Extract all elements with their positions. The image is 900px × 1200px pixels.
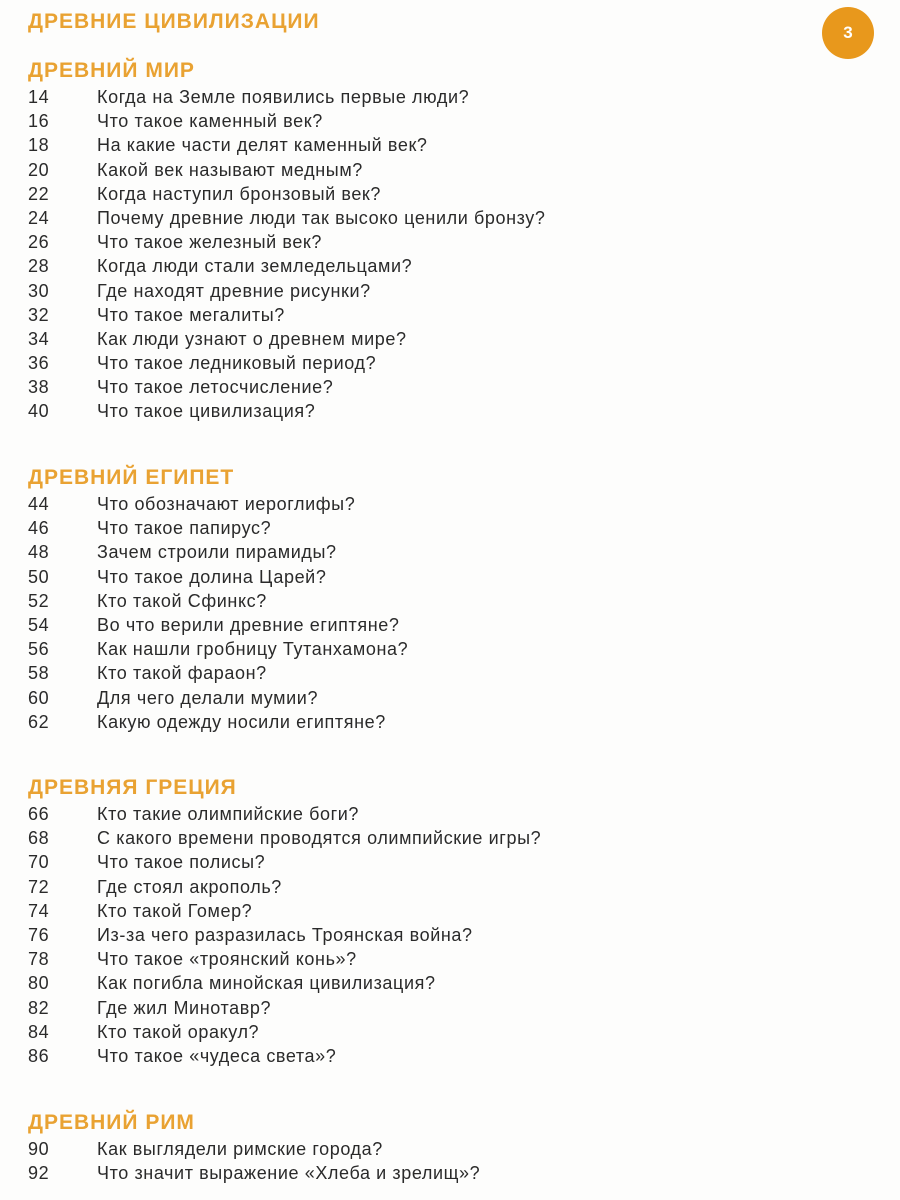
toc-page-number: 44	[28, 494, 50, 514]
toc-entry-title: Кто такой Сфинкс?	[97, 590, 267, 611]
toc-page-number: 46	[28, 518, 50, 539]
toc-page-number: 68	[28, 828, 50, 849]
toc-entry	[28, 182, 546, 206]
toc-entry-title: Что такое долина Царей?	[97, 566, 327, 587]
toc-entry-title: Что такое ледниковый период?	[97, 353, 377, 374]
toc-entry-title: Как выглядели римские города?	[97, 1139, 383, 1159]
toc-page-number: 84	[28, 1021, 50, 1042]
toc-page-number: 72	[28, 876, 50, 897]
toc-page-number: 74	[28, 900, 50, 921]
toc-page-number: 20	[28, 159, 50, 180]
toc-page-number: 58	[28, 663, 50, 684]
toc-page-number: 24	[28, 207, 50, 228]
toc-page-number: 28	[28, 256, 50, 277]
toc-entry	[28, 661, 408, 685]
toc-section	[28, 464, 408, 734]
toc-entry	[28, 399, 546, 423]
toc-entry	[28, 947, 541, 971]
toc-entry	[28, 899, 541, 923]
toc-entry	[28, 826, 541, 850]
toc-page-number: 92	[28, 1163, 50, 1184]
toc-page-number: 14	[28, 87, 50, 107]
toc-entry-title: Что обозначают иероглифы?	[97, 494, 356, 514]
toc-entry-title: Что такое полисы?	[97, 852, 266, 873]
toc-section	[28, 1109, 480, 1185]
toc-entry-title: Когда на Земле появились первые люди?	[97, 87, 470, 107]
toc-entry	[28, 303, 546, 327]
toc-page-number: 38	[28, 377, 50, 398]
toc-page-number: 82	[28, 997, 50, 1018]
toc-entry	[28, 850, 541, 874]
toc-entry	[28, 327, 546, 351]
toc-page-number: 26	[28, 232, 50, 253]
toc-section	[28, 774, 541, 1068]
toc-entry	[28, 1020, 541, 1044]
section-heading: ДРЕВНИЙ РИМ	[28, 1111, 195, 1134]
toc-page-number: 40	[28, 401, 50, 422]
toc-entry	[28, 540, 408, 564]
toc-page-number: 62	[28, 711, 50, 732]
toc-page-number: 80	[28, 973, 50, 994]
toc-entry-title: Что такое «троянский конь»?	[97, 949, 357, 970]
toc-entry-title: Что такое папирус?	[97, 518, 272, 539]
toc-page-number: 76	[28, 924, 50, 945]
toc-page-number: 32	[28, 304, 50, 325]
toc-entry-title: Где жил Минотавр?	[97, 997, 272, 1018]
section-heading: ДРЕВНИЙ МИР	[28, 59, 195, 82]
toc-entry	[28, 279, 546, 303]
toc-entry	[28, 375, 546, 399]
toc-entry-title: На какие части делят каменный век?	[97, 135, 428, 156]
section-heading: ДРЕВНИЙ ЕГИПЕТ	[28, 466, 235, 489]
toc-entry	[28, 875, 541, 899]
toc-entry-title: Что значит выражение «Хлеба и зрелищ»?	[97, 1163, 481, 1184]
toc-entry	[28, 158, 546, 182]
toc-entry-title: Зачем строили пирамиды?	[97, 542, 337, 563]
toc-entry-title: Как нашли гробницу Тутанхамона?	[97, 639, 409, 660]
toc-page-number: 18	[28, 135, 50, 156]
toc-entry	[28, 206, 546, 230]
toc-entry-title: Когда наступил бронзовый век?	[97, 183, 382, 204]
toc-page-number: 34	[28, 328, 50, 349]
toc-entry	[28, 492, 408, 516]
toc-page-number: 16	[28, 111, 50, 132]
toc-page-number: 54	[28, 614, 50, 635]
toc-entry-title: Почему древние люди так высоко ценили бронзу?	[97, 207, 546, 228]
page-number-badge: 3	[822, 7, 874, 59]
toc-entry-title: Какой век называют медным?	[97, 159, 363, 180]
toc-page-number: 86	[28, 1045, 50, 1066]
toc-page-number: 36	[28, 353, 50, 374]
toc-entry-title: Где стоял акрополь?	[97, 876, 282, 897]
section-heading: ДРЕВНЯЯ ГРЕЦИЯ	[28, 776, 237, 799]
toc-entry	[28, 516, 408, 540]
toc-entry-title: Как погибла минойская цивилизация?	[97, 973, 436, 994]
toc-entry-title: Для чего делали мумии?	[97, 687, 319, 708]
toc-entry-title: Кто такой оракул?	[97, 1021, 260, 1042]
toc-entry	[28, 923, 541, 947]
toc-entry	[28, 710, 408, 734]
toc-page-number: 60	[28, 687, 50, 708]
toc-entry-title: Когда люди стали земледельцами?	[97, 256, 413, 277]
toc-entry	[28, 351, 546, 375]
toc-entry-title: Что такое цивилизация?	[97, 401, 316, 422]
toc-entry-title: Из-за чего разразилась Троянская война?	[97, 924, 473, 945]
toc-entry	[28, 589, 408, 613]
toc-entry-title: Что такое мегалиты?	[97, 304, 285, 325]
toc-entry-title: С какого времени проводятся олимпийские игры?	[97, 828, 542, 849]
toc-page-number: 48	[28, 542, 50, 563]
toc-page-number: 52	[28, 590, 50, 611]
toc-page-number: 56	[28, 639, 50, 660]
toc-page-number: 66	[28, 804, 50, 824]
toc-entry-title: Как люди узнают о древнем мире?	[97, 328, 407, 349]
toc-entry-title: Что такое каменный век?	[97, 111, 323, 132]
toc-entry	[28, 1161, 480, 1185]
toc-section	[28, 57, 546, 424]
toc-page-number: 78	[28, 949, 50, 970]
toc-entry-title: Что такое железный век?	[97, 232, 323, 253]
toc-entry	[28, 254, 546, 278]
toc-entry-title: Что такое летосчисление?	[97, 377, 334, 398]
toc-entry-title: Какую одежду носили египтяне?	[97, 711, 386, 732]
toc-entry	[28, 230, 546, 254]
toc-entry-title: Во что верили древние египтяне?	[97, 614, 400, 635]
toc-page-number: 30	[28, 280, 50, 301]
toc-page-number: 22	[28, 183, 50, 204]
toc-entry	[28, 1044, 541, 1068]
toc-entry-title: Где находят древние рисунки?	[97, 280, 371, 301]
toc-entry	[28, 109, 546, 133]
toc-entry	[28, 1137, 480, 1161]
toc-entry	[28, 133, 546, 157]
toc-entry	[28, 996, 541, 1020]
toc-entry	[28, 802, 541, 826]
toc-entry	[28, 637, 408, 661]
toc-entry	[28, 565, 408, 589]
toc-entry-title: Кто такой фараон?	[97, 663, 267, 684]
toc-page-number: 70	[28, 852, 50, 873]
toc-entry-title: Кто такой Гомер?	[97, 900, 253, 921]
toc-page-number: 50	[28, 566, 50, 587]
toc-page-number: 90	[28, 1139, 50, 1159]
book-title: ДРЕВНИЕ ЦИВИЛИЗАЦИИ	[28, 10, 320, 33]
toc-entry-title: Кто такие олимпийские боги?	[97, 804, 360, 824]
toc-entry	[28, 686, 408, 710]
toc-entry-title: Что такое «чудеса света»?	[97, 1045, 337, 1066]
toc-entry	[28, 613, 408, 637]
toc-entry	[28, 971, 541, 995]
toc-entry	[28, 85, 546, 109]
